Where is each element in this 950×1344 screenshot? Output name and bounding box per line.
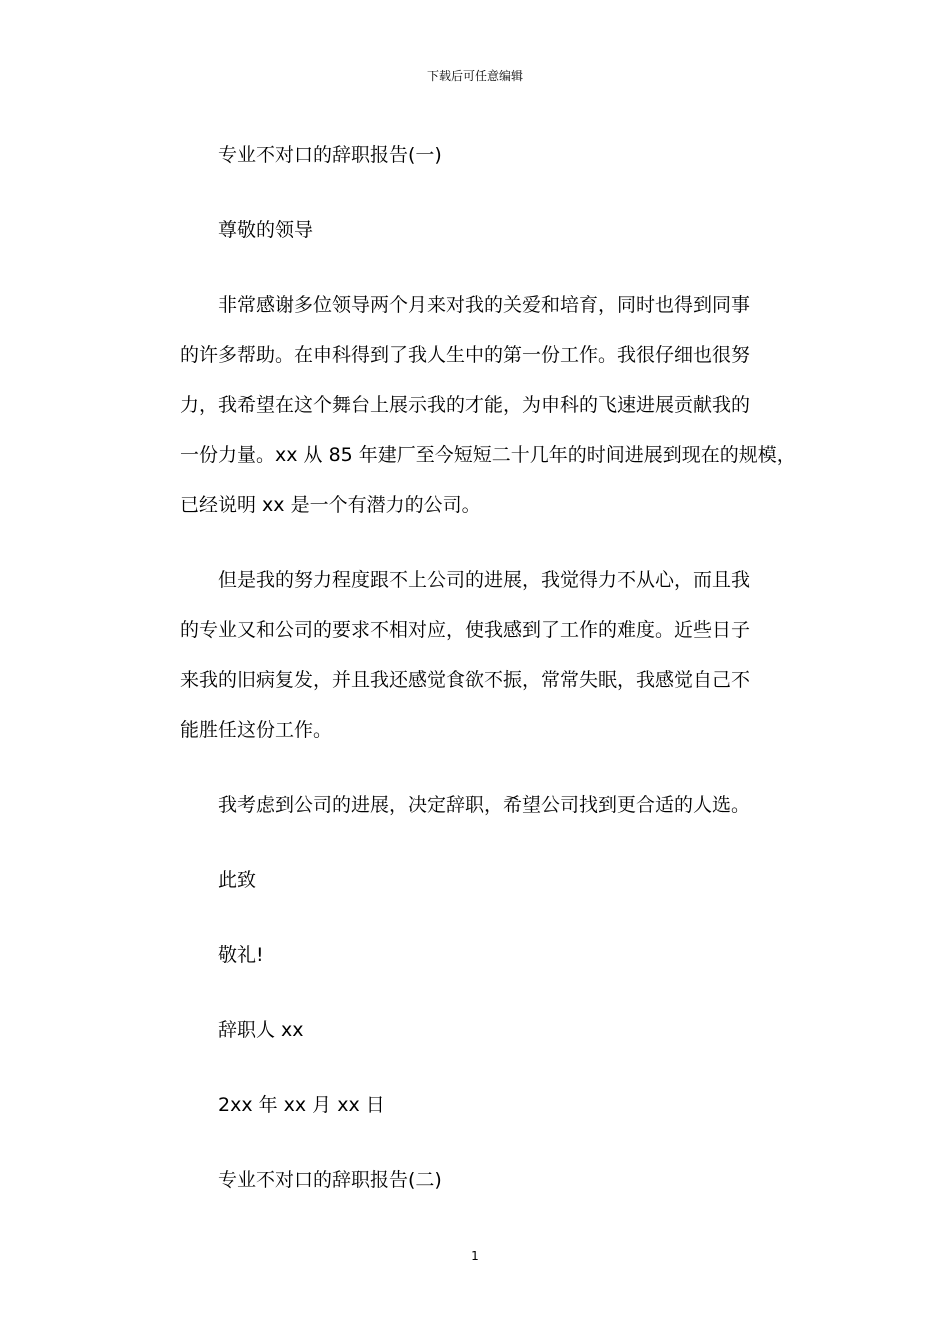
- paragraph-line: 但是我的努力程度跟不上公司的进展，我觉得力不从心，而且我: [218, 569, 751, 591]
- spacer: [180, 1130, 780, 1155]
- report-title-2: 专业不对口的辞职报告(二): [218, 1169, 442, 1191]
- paragraph-line: 的专业又和公司的要求不相对应，使我感到了工作的难度。近些日子: [180, 619, 751, 641]
- spacer: [180, 905, 780, 930]
- salutation: 尊敬的领导: [218, 219, 314, 241]
- page-number: 1: [471, 1249, 479, 1263]
- paragraph-line: 的许多帮助。在申科得到了我人生中的第一份工作。我很仔细也很努: [180, 344, 751, 366]
- paragraph-line: 力，我希望在这个舞台上展示我的才能，为申科的飞速进展贡献我的: [180, 394, 751, 416]
- page-header: 下载后可任意编辑: [426, 69, 523, 83]
- paragraph-3: 我考虑到公司的进展，决定辞职，希望公司找到更合适的人选。: [218, 794, 751, 816]
- spacer: [180, 830, 780, 855]
- spacer: [180, 755, 780, 780]
- paragraph-line: 已经说明 xx 是一个有潜力的公司。: [180, 494, 481, 516]
- paragraph-2: [180, 555, 780, 755]
- paragraph-line: 一份力量。xx 从 85 年建厂至今短短二十几年的时间进展到现在的规模，: [180, 444, 796, 466]
- closing-line-2: 敬礼!: [218, 944, 264, 966]
- spacer: [180, 530, 780, 555]
- paragraph-line: 能胜任这份工作。: [180, 719, 333, 741]
- date: 2xx 年 xx 月 xx 日: [218, 1094, 385, 1116]
- document-body: [180, 130, 796, 1205]
- paragraph-line: 来我的旧病复发，并且我还感觉食欲不振，常常失眠，我感觉自己不: [180, 669, 751, 691]
- closing-line-1: 此致: [218, 869, 257, 891]
- paragraph-line: 非常感谢多位领导两个月来对我的关爱和培育，同时也得到同事: [218, 294, 751, 316]
- signature: 辞职人 xx: [218, 1019, 304, 1041]
- report-title-1: 专业不对口的辞职报告(一): [218, 144, 442, 166]
- paragraph-1: [180, 280, 796, 530]
- spacer: [180, 255, 780, 280]
- spacer: [180, 980, 780, 1005]
- spacer: [180, 180, 780, 205]
- spacer: [180, 1055, 780, 1080]
